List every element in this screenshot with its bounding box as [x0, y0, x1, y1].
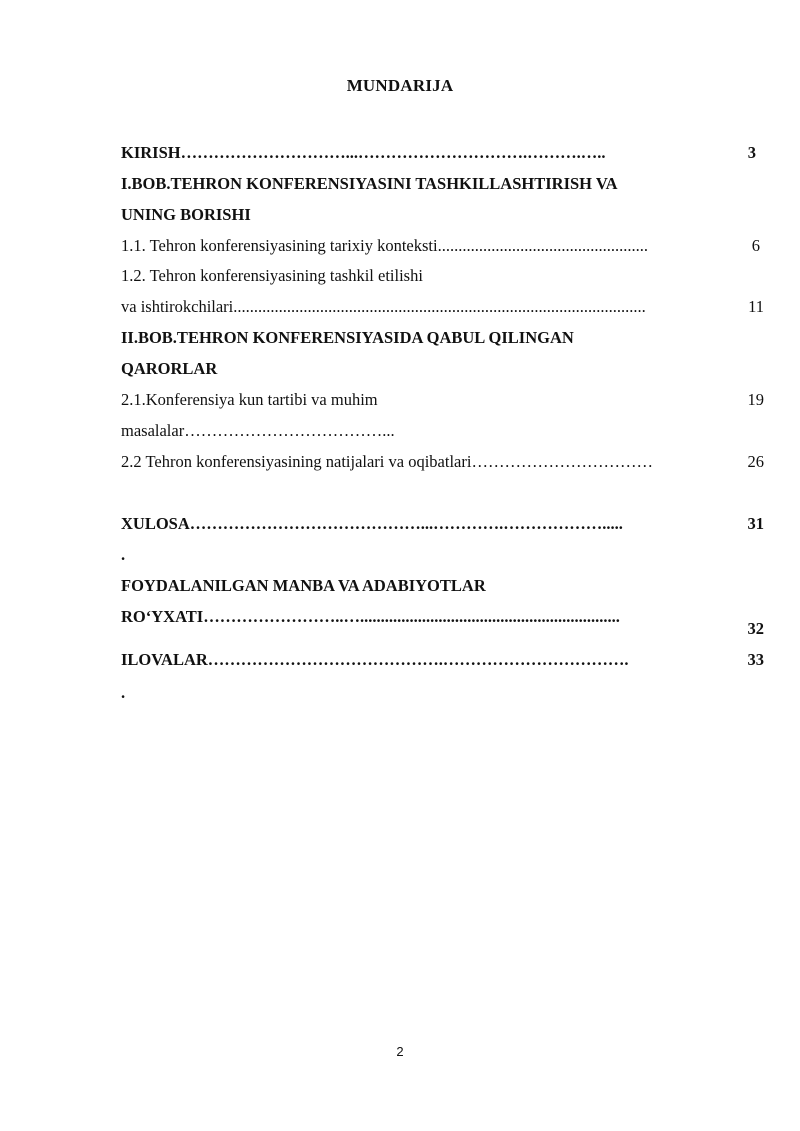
- toc-chapter-1-title-line1[interactable]: I.BOB.TEHRON KONFERENSIYASINI TASHKILLASHTIRISH VA: [121, 174, 618, 193]
- toc-entry-2-1-line2[interactable]: masalalar………………………………...: [121, 421, 395, 440]
- toc-entry-2-1-line1[interactable]: 2.1.Konferensiya kun tartibi va muhim: [121, 390, 378, 409]
- toc-page-ilovalar: 33: [747, 650, 764, 669]
- toc-entry-1-2-line1[interactable]: 1.2. Tehron konferensiyasining tashkil etilishi: [121, 266, 423, 285]
- page-title: MUNDARIJA: [346, 76, 454, 95]
- toc-entry-2-2[interactable]: 2.2 Tehron konferensiyasining natijalari va oqibatlari……………………………: [121, 452, 653, 471]
- toc-page-1-2: 11: [748, 297, 764, 316]
- toc-entry-ilovalar[interactable]: ILOVALAR…………………………………….…………………………….: [121, 650, 629, 669]
- toc-page-2-2: 26: [747, 452, 764, 471]
- toc-page-2-1: 19: [747, 390, 764, 409]
- page-number: 2: [396, 1044, 404, 1059]
- toc-entry-xulosa[interactable]: XULOSA……………………………………...………….……………….....: [121, 514, 623, 533]
- toc-entry-kirish[interactable]: KIRISH…………………………...………………………….……….…..: [121, 143, 606, 162]
- toc-chapter-1-title-line2[interactable]: UNING BORISHI: [121, 205, 251, 224]
- toc-page-bibliography: 32: [747, 619, 764, 638]
- toc-chapter-2-title-line1[interactable]: II.BOB.TEHRON KONFERENSIYASIDA QABUL QILINGAN: [121, 328, 574, 347]
- toc-entry-1-2-line2[interactable]: va ishtirokchilari....................................................................................................: [121, 297, 646, 316]
- toc-entry-bibliography-line2[interactable]: RO‘YXATI……………………..…...............................................................: [121, 607, 620, 626]
- toc-page-1-1: 6: [751, 236, 760, 255]
- toc-entry-bibliography-line1[interactable]: FOYDALANILGAN MANBA VA ADABIYOTLAR: [121, 576, 486, 595]
- toc-ilovalar-trailing-dot: .: [121, 683, 126, 702]
- toc-page-kirish: 3: [747, 143, 756, 162]
- toc-chapter-2-title-line2[interactable]: QARORLAR: [121, 359, 218, 378]
- toc-xulosa-trailing-dot: .: [121, 545, 126, 564]
- toc-entry-1-1[interactable]: 1.1. Tehron konferensiyasining tarixiy konteksti...................................................: [121, 236, 648, 255]
- toc-page-xulosa: 31: [747, 514, 764, 533]
